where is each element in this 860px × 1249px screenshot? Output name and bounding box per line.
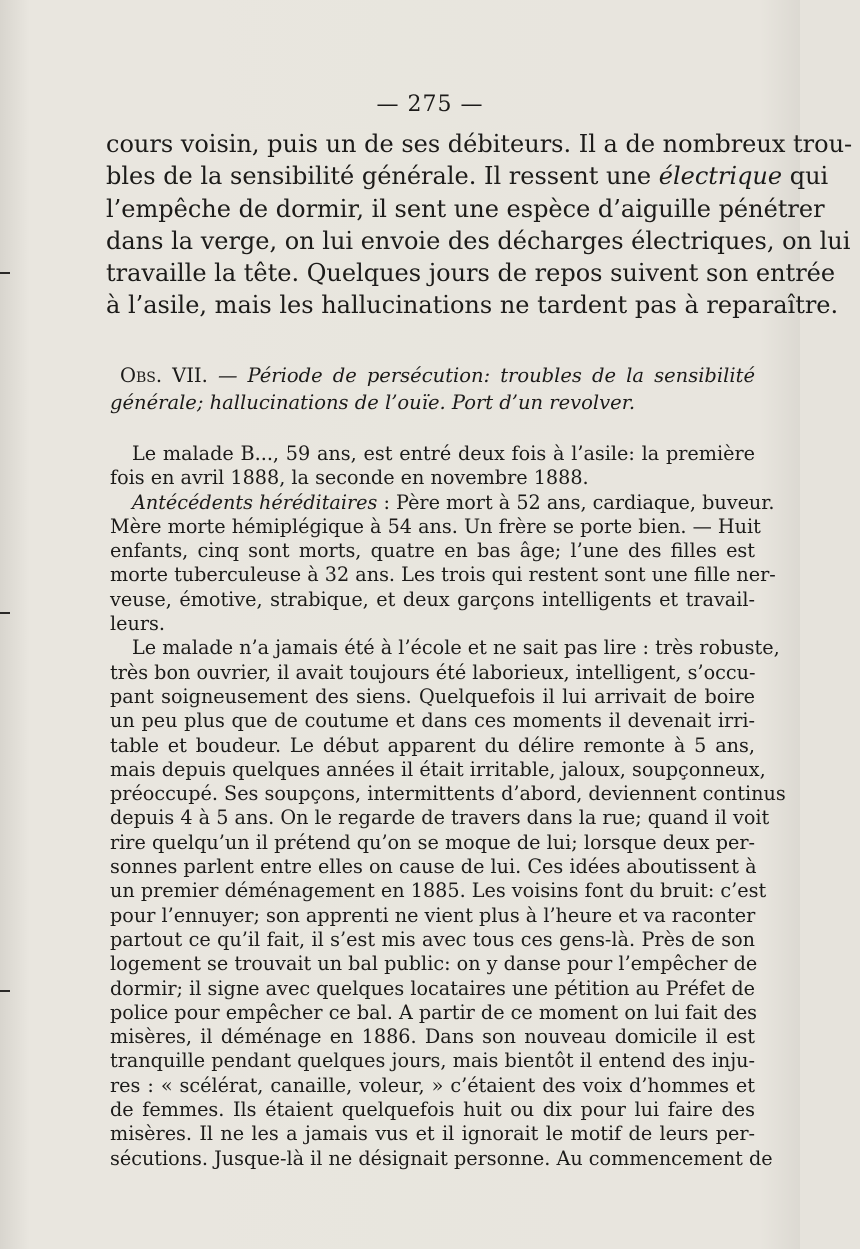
text-line: sécutions. Jusque-là il ne désignait personne. Au commencement de bbox=[110, 1146, 773, 1170]
text-line: préoccupé. Ses soupçons, intermittents d’abord, deviennent continus bbox=[110, 782, 786, 806]
observation-heading-line bbox=[110, 363, 755, 390]
text-line: partout ce qu’il fait, il s’est mis avec tous ces gens-là. Près de son bbox=[110, 927, 755, 951]
observation-label: Obs. VII. bbox=[120, 364, 208, 387]
text-line: misères. Il ne les a jamais vus et il ignorait le motif de leurs per- bbox=[110, 1122, 755, 1146]
text-line: res : « scélérat, canaille, voleur, » c’étaient des voix d’hommes et bbox=[110, 1073, 755, 1097]
text-fragment: : Père mort à 52 ans, cardiaque, buveur. bbox=[377, 490, 775, 514]
text-line: dormir; il signe avec quelques locataires une pétition au Préfet de bbox=[110, 976, 755, 1000]
lead-paragraph bbox=[106, 128, 853, 322]
text-line: de femmes. Ils étaient quelquefois huit ou dix pour lui faire des bbox=[110, 1098, 755, 1122]
text-line: leurs. bbox=[110, 612, 165, 636]
text-line: morte tuberculeuse à 32 ans. Les trois qui restent sont une fille ner- bbox=[110, 563, 776, 587]
text-line: un peu plus que de coutume et dans ces moments il devenait irri- bbox=[110, 709, 755, 733]
text-line: mais depuis quelques années il était irritable, jaloux, soupçonneux, bbox=[110, 757, 766, 781]
text-line: pour l’ennuyer; son apprenti ne vient plus à l’heure et va raconter bbox=[110, 903, 756, 927]
text-line: table et boudeur. Le début apparent du délire remonte à 5 ans, bbox=[110, 733, 755, 757]
observation-heading-line bbox=[110, 390, 755, 417]
text-line: fois en avril 1888, la seconde en novembre 1888. bbox=[110, 466, 589, 490]
page-edge-mark bbox=[0, 612, 10, 614]
text-line: Le malade n’a jamais été à l’école et ne sait pas lire : très robuste, bbox=[132, 636, 780, 660]
text-line: pant soigneusement des siens. Quelquefois il lui arrivait de boire bbox=[110, 684, 755, 708]
observation-title-part: — Période de persécution: troubles de la sensibilité bbox=[217, 364, 756, 387]
text-line: à l’asile, mais les hallucinations ne tardent pas à reparaître. bbox=[106, 291, 839, 320]
text-line: logement se trouvait un bal public: on y danse pour l’empêcher de bbox=[110, 952, 758, 976]
text-line: veuse, émotive, strabique, et deux garçons intelligents et travail- bbox=[110, 587, 755, 611]
text-line: Mère morte hémiplégique à 54 ans. Un frère se porte bien. — Huit bbox=[110, 514, 761, 538]
text-line bbox=[110, 490, 775, 515]
page-edge-mark bbox=[0, 990, 10, 992]
italic-label: Antécédents héréditaires bbox=[132, 490, 378, 514]
text-line: depuis 4 à 5 ans. On le regarde de travers dans la rue; quand il voit bbox=[110, 806, 770, 830]
text-line: tranquille pendant quelques jours, mais bientôt il entend des inju- bbox=[110, 1049, 755, 1073]
text-line: police pour empêcher ce bal. A partir de ce moment on lui fait des bbox=[110, 1000, 758, 1024]
page-edge-mark bbox=[0, 272, 10, 274]
text-line: sonnes parlent entre elles on cause de lui. Ces idées aboutissent à bbox=[110, 855, 757, 879]
text-line: bles de la sensibilité générale. Il ressent une électrique qui bbox=[106, 162, 829, 191]
text-line: misères, il déménage en 1886. Dans son nouveau domicile il est bbox=[110, 1025, 755, 1049]
text-line: enfants, cinq sont morts, quatre en bas âge; l’une des filles est bbox=[110, 539, 755, 563]
text-line: travaille la tête. Quelques jours de repos suivent son entrée bbox=[106, 259, 836, 288]
text-line: un premier déménagement en 1885. Les voisins font du bruit: c’est bbox=[110, 879, 767, 903]
observation-body bbox=[110, 442, 786, 1171]
text-line: très bon ouvrier, il avait toujours été laborieux, intelligent, s’occu- bbox=[110, 660, 756, 684]
observation-heading bbox=[110, 363, 755, 416]
observation-title-part: générale; hallucinations de l’ouïe. Port d’un revolver. bbox=[110, 390, 636, 414]
text-line: cours voisin, puis un de ses débiteurs. Il a de nombreux trou- bbox=[106, 130, 853, 158]
text-line: l’empêche de dormir, il sent une espèce d’aiguille pénétrer bbox=[106, 194, 825, 223]
page-number: — 275 — bbox=[376, 92, 484, 117]
text-line: rire quelqu’un il prétend qu’on se moque de lui; lorsque deux per- bbox=[110, 830, 755, 854]
text-line: dans la verge, on lui envoie des décharges électriques, on lui bbox=[106, 226, 851, 255]
italic-term: électrique bbox=[658, 162, 783, 191]
text-line: Le malade B..., 59 ans, est entré deux fois à l’asile: la première bbox=[132, 442, 755, 465]
